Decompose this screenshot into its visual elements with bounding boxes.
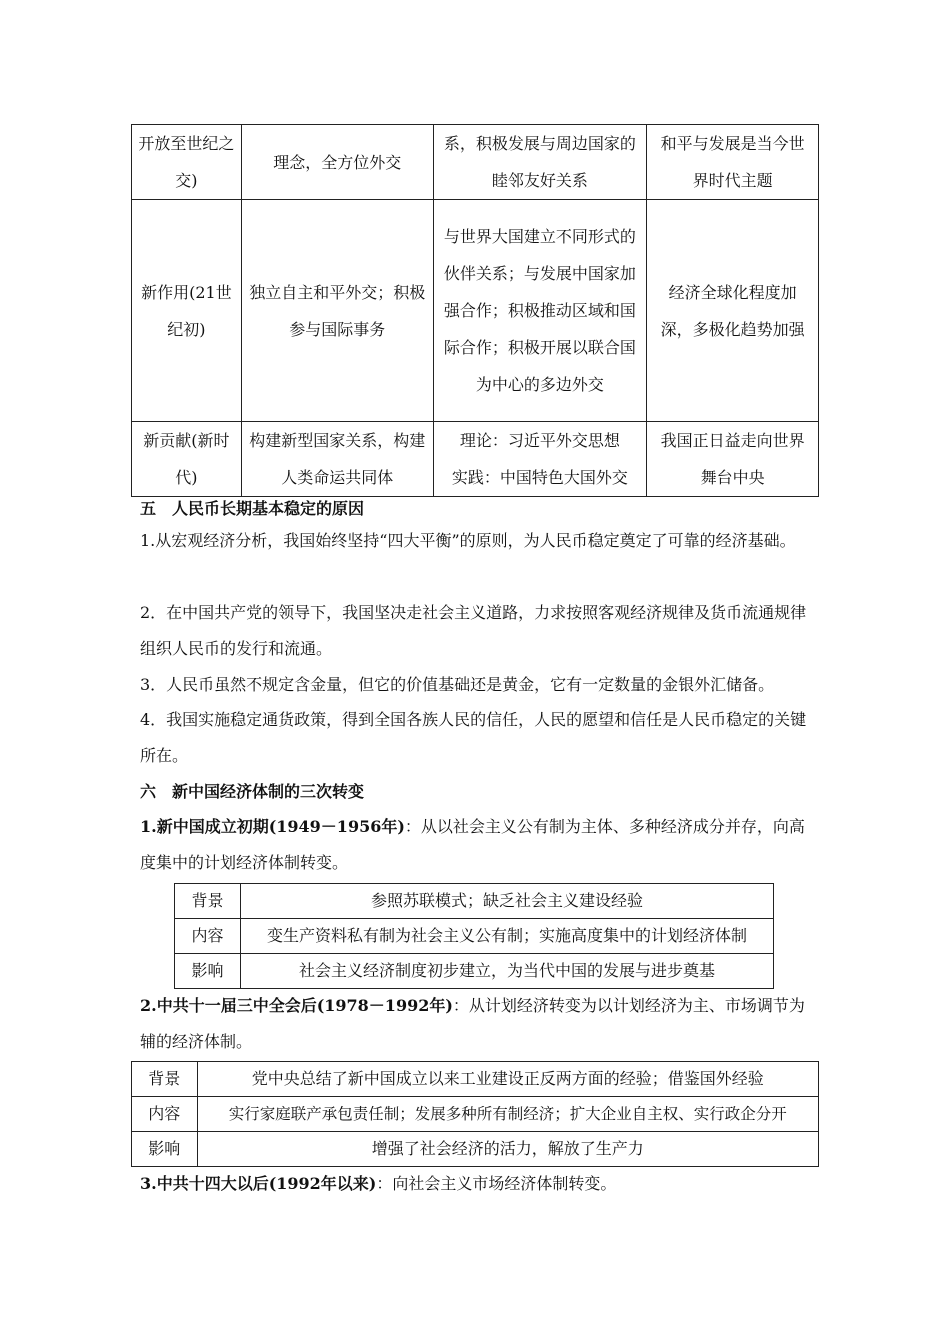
section6-paragraph-2 [140,988,820,1060]
section5-item-2: 2．在中国共产党的领导下，我国坚决走社会主义道路，力求按照客观经济规律及货币流通规律组织人民币的发行和流通。 [140,603,807,658]
section5-heading: 五 人民币长期基本稳定的原因 [140,499,365,518]
period-label: 1.新中国成立初期(1949－1956年) [140,817,405,836]
row-value: 社会主义经济制度初步建立，为当代中国的发展与进步奠基 [240,954,773,989]
table-cell: 经济全球化程度加深，多极化趋势加强 [647,200,819,422]
row-value: 变生产资料私有制为社会主义公有制；实施高度集中的计划经济体制 [240,919,773,954]
period-text: ：从以社会主义公有制为主体、多种经济成分并存，向高度集中的计划经济体制转变。 [140,817,805,872]
period-text: ：从计划经济转变为以计划经济为主、市场调节为辅的经济体制。 [140,996,805,1051]
row-label: 影响 [132,1132,198,1167]
table-row [175,919,774,954]
table-cell: 构建新型国家关系，构建人类命运共同体 [241,422,433,497]
section5-item-3: 3．人民币虽然不规定含金量，但它的价值基础还是黄金，它有一定数量的金银外汇储备。 [140,675,775,694]
row-label: 影响 [175,954,241,989]
table-row [132,422,819,497]
row-value: 实行家庭联产承包责任制；发展多种所有制经济；扩大企业自主权、实行政企分开 [197,1097,818,1132]
table-row [175,884,774,919]
row-value: 增强了社会经济的活力，解放了生产力 [197,1132,818,1167]
reform-table-1 [174,883,774,989]
table-row [132,1132,819,1167]
table-cell: 独立自主和平外交；积极参与国际事务 [241,200,433,422]
section5-item-4: 4．我国实施稳定通货政策，得到全国各族人民的信任，人民的愿望和信任是人民币稳定的关键所在。 [140,710,807,765]
reform-table-2 [131,1061,819,1167]
table-cell: 系，积极发展与周边国家的睦邻友好关系 [433,125,647,200]
section6-paragraph-1 [140,809,820,881]
table-cell: 新作用(21世纪初) [132,200,242,422]
table-row [132,1097,819,1132]
table-row [132,125,819,200]
section6-heading: 六 新中国经济体制的三次转变 [140,782,365,801]
period-text: ：向社会主义市场经济体制转变。 [376,1174,617,1193]
table-cell: 理念，全方位外交 [241,125,433,200]
period-label: 2.中共十一届三中全会后(1978－1992年) [140,996,453,1015]
table-cell: 与世界大国建立不同形式的伙伴关系；与发展中国家加强合作；积极推动区域和国际合作；积极开展以联合国为中心的多边外交 [433,200,647,422]
table-cell: 我国正日益走向世界舞台中央 [647,422,819,497]
section5-item-1: 1.从宏观经济分析，我国始终坚持“四大平衡”的原则，为人民币稳定奠定了可靠的经济基础。 [140,531,796,550]
diplomacy-table [131,124,819,497]
row-label: 内容 [132,1097,198,1132]
row-label: 背景 [132,1062,198,1097]
table-row [132,1062,819,1097]
row-label: 内容 [175,919,241,954]
table-cell [433,422,647,497]
table-cell: 和平与发展是当今世界时代主题 [647,125,819,200]
theory-text: 理论：习近平外交思想 [459,431,620,450]
table-cell: 开放至世纪之交) [132,125,242,200]
table-row [175,954,774,989]
row-label: 背景 [175,884,241,919]
table-cell: 新贡献(新时代) [132,422,242,497]
section6-paragraph-3 [140,1166,820,1202]
row-value: 党中央总结了新中国成立以来工业建设正反两方面的经验；借鉴国外经验 [197,1062,818,1097]
period-label: 3.中共十四大以后(1992年以来) [140,1174,377,1193]
practice-text: 实践：中国特色大国外交 [451,468,628,487]
row-value: 参照苏联模式；缺乏社会主义建设经验 [240,884,773,919]
table-row [132,200,819,422]
